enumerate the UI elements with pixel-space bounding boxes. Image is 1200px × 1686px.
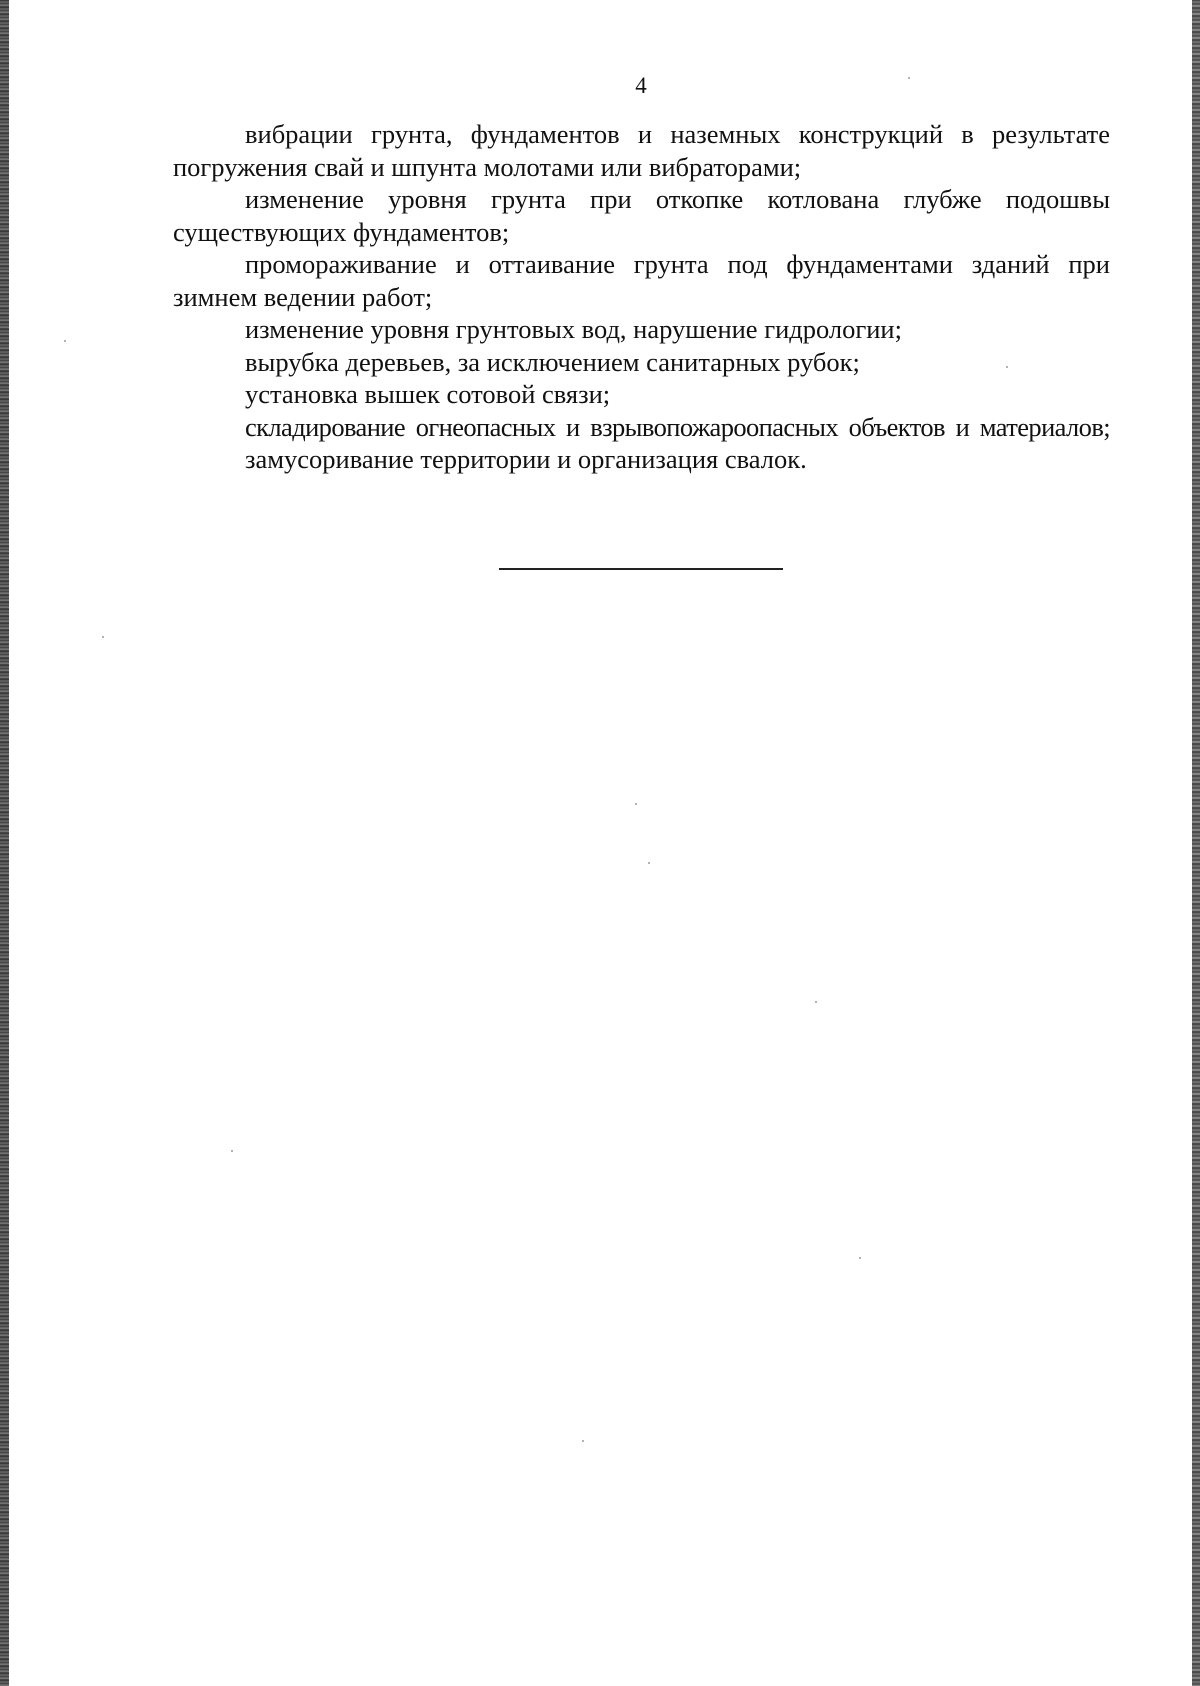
list-item-paragraph: изменение уровня грунта при откопке котлована глубже подошвы существующих фундаментов; — [173, 184, 1110, 247]
scan-speck — [64, 340, 66, 342]
scan-edge-right — [1192, 0, 1200, 1686]
scan-speck — [648, 862, 650, 864]
scan-speck — [102, 636, 104, 638]
scan-speck — [908, 77, 910, 79]
scan-edge-left — [0, 0, 9, 1686]
closing-divider — [499, 568, 783, 570]
scan-speck — [635, 803, 637, 805]
scan-speck — [859, 1257, 861, 1259]
list-item-paragraph: замусоривание территории и организация свалок. — [245, 444, 807, 474]
scan-speck — [815, 1001, 817, 1003]
list-item-paragraph: промораживание и оттаивание грунта под фундаментами зданий при зимнем ведении работ; — [173, 249, 1110, 312]
list-item-paragraph: изменение уровня грунтовых вод, нарушение гидрологии; — [245, 314, 902, 344]
document-body — [173, 118, 1110, 476]
scan-speck — [231, 1150, 233, 1152]
scan-speck — [1006, 366, 1008, 368]
list-item-paragraph: складирование огнеопасных и взрывопожароопасных объектов и материалов; — [245, 411, 1110, 442]
scan-speck — [582, 1440, 584, 1442]
list-item-paragraph: вырубка деревьев, за исключением санитарных рубок; — [245, 346, 860, 377]
page-number: 4 — [635, 73, 647, 98]
list-item-paragraph: вибрации грунта, фундаментов и наземных конструкций в результате погружения свай и шпунта молотами или вибраторами; — [173, 119, 1110, 182]
list-item-paragraph: установка вышек сотовой связи; — [245, 379, 611, 409]
